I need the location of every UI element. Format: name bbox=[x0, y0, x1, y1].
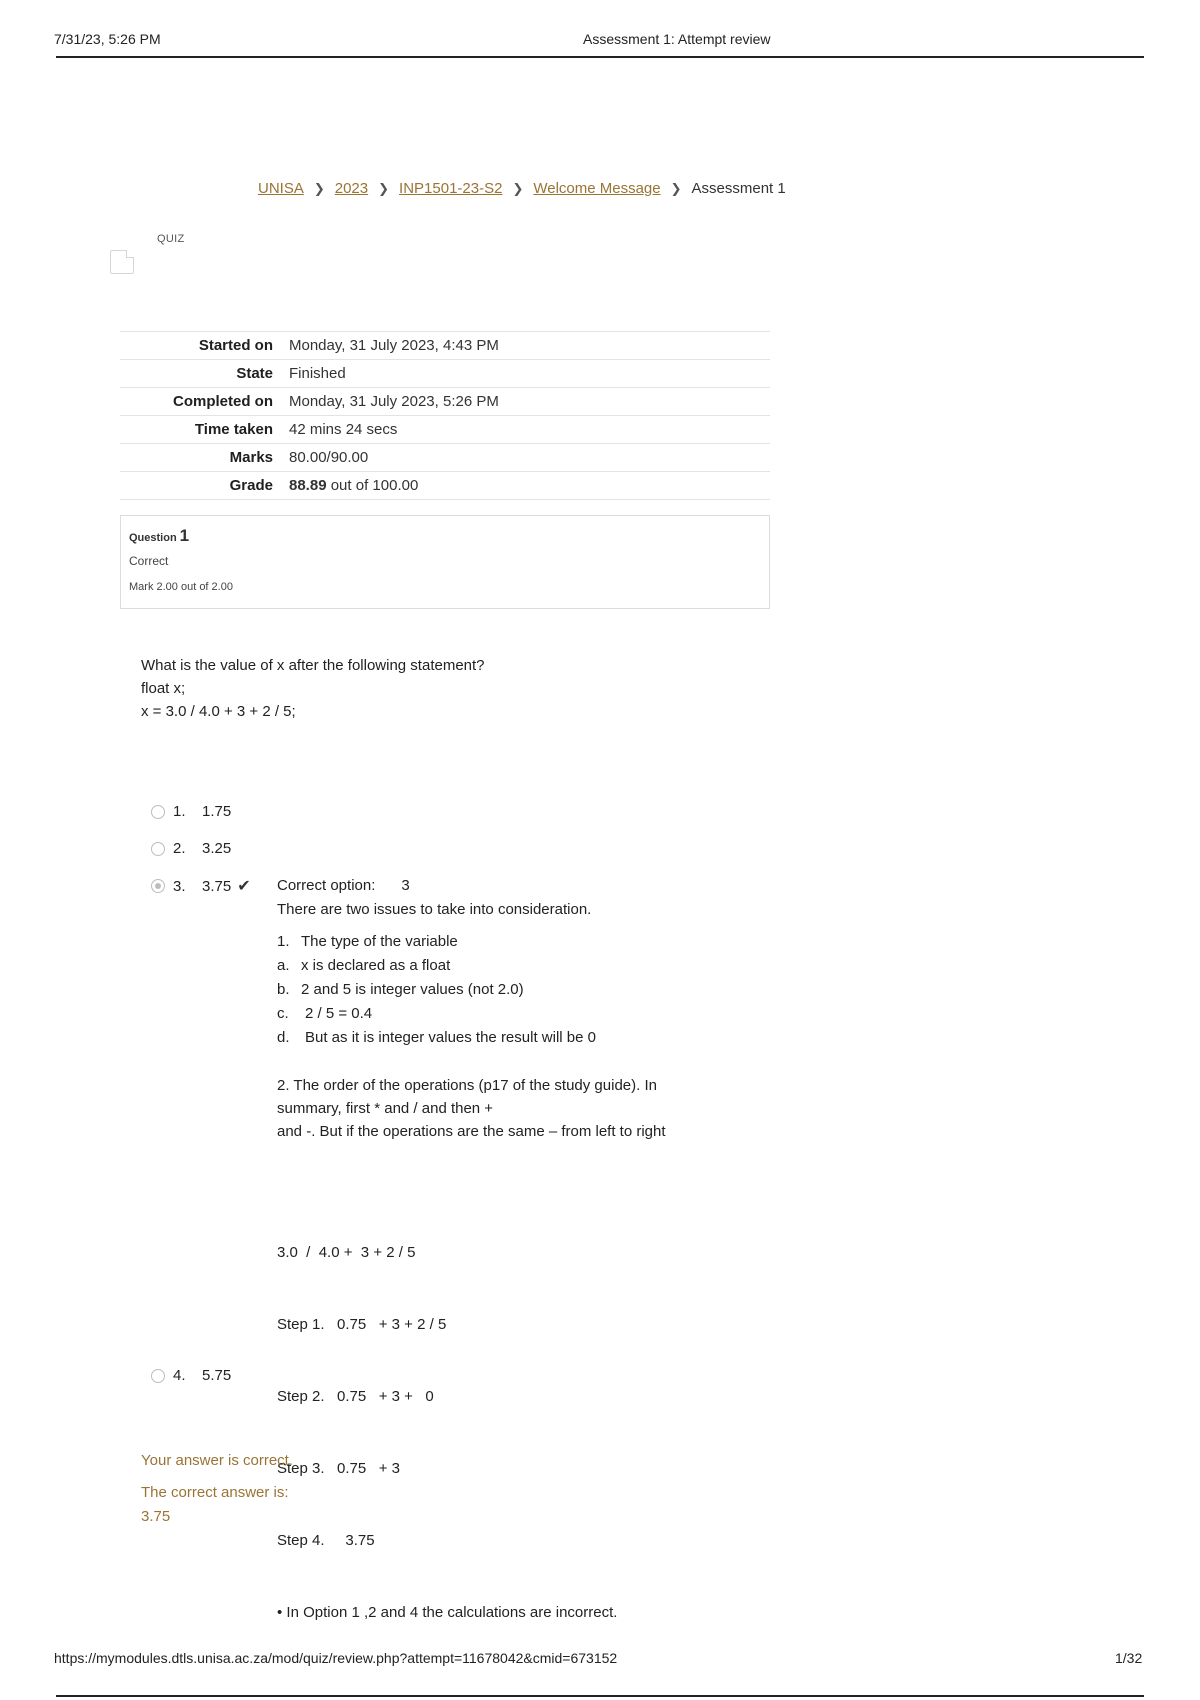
summary-value: Monday, 31 July 2023, 5:26 PM bbox=[289, 393, 499, 410]
footer-rule bbox=[56, 1695, 1144, 1697]
summary-value bbox=[289, 472, 770, 500]
chevron-right-icon: ❯ bbox=[313, 180, 325, 196]
breadcrumb-link-section[interactable]: Welcome Message bbox=[533, 180, 661, 197]
attempt-summary-table bbox=[120, 331, 770, 500]
header-rule bbox=[56, 56, 1144, 58]
question-info-box bbox=[120, 515, 770, 609]
summary-row-grade bbox=[120, 472, 770, 500]
answer-option-4[interactable]: 4. 5.75 bbox=[151, 1367, 231, 1384]
breadcrumb-link-unisa[interactable]: UNISA bbox=[258, 180, 304, 197]
grade-out-of: out of 100.00 bbox=[326, 477, 419, 494]
radio-button[interactable] bbox=[151, 842, 165, 856]
print-url: https://mymodules.dtls.unisa.ac.za/mod/quiz/review.php?attempt=11678042&cmid=673152 bbox=[54, 1650, 618, 1666]
feedback-subpoint: c. 2 / 5 = 0.4 bbox=[277, 1005, 373, 1022]
activity-type-label: QUIZ bbox=[157, 233, 185, 245]
question-mark: Mark 2.00 out of 2.00 bbox=[129, 581, 233, 593]
chevron-right-icon: ❯ bbox=[512, 180, 524, 196]
question-text: What is the value of x after the following statement? float x; x = 3.0 / 4.0 + 3 + 2 / 5; bbox=[141, 657, 485, 720]
grade-value: 88.89 bbox=[289, 477, 327, 494]
summary-value: 42 mins 24 secs bbox=[289, 421, 398, 438]
answer-option-2[interactable]: 2. 3.25 bbox=[151, 840, 231, 857]
correct-answer-value: 3.75 bbox=[141, 1508, 171, 1525]
checkmark-icon: ✔ bbox=[237, 878, 251, 895]
print-title: Assessment 1: Attempt review bbox=[583, 31, 771, 47]
summary-row-completed bbox=[120, 388, 770, 416]
feedback-subpoint: d. But as it is integer values the result will be 0 bbox=[277, 1029, 596, 1046]
breadcrumb bbox=[258, 180, 786, 197]
correct-option-line: Correct option: 3 bbox=[277, 877, 410, 894]
feedback-intro: There are two issues to take into consideration. bbox=[277, 901, 592, 918]
answer-option-1[interactable]: 1. 1.75 bbox=[151, 803, 231, 820]
chevron-right-icon: ❯ bbox=[378, 180, 390, 196]
print-date: 7/31/23, 5:26 PM bbox=[54, 31, 161, 47]
summary-row-started bbox=[120, 332, 770, 360]
summary-value: Monday, 31 July 2023, 4:43 PM bbox=[289, 337, 499, 354]
summary-value: 80.00/90.00 bbox=[289, 449, 369, 466]
chevron-right-icon: ❯ bbox=[670, 180, 682, 196]
quiz-icon bbox=[110, 250, 134, 274]
summary-label: State bbox=[236, 365, 273, 382]
radio-button[interactable] bbox=[151, 805, 165, 819]
question-state: Correct bbox=[129, 554, 169, 568]
feedback-subpoint: b. 2 and 5 is integer values (not 2.0) bbox=[277, 981, 524, 998]
summary-value: Finished bbox=[289, 365, 346, 382]
answer-result: Your answer is correct. bbox=[141, 1452, 294, 1469]
summary-label: Marks bbox=[229, 449, 273, 466]
feedback-point-2: 2. The order of the operations (p17 of the study guide). In summary, first * and / and then + and -. But if the operations are the same – from left to right bbox=[277, 1077, 666, 1140]
summary-row-time-taken bbox=[120, 416, 770, 444]
breadcrumb-link-year[interactable]: 2023 bbox=[334, 180, 369, 197]
summary-label: Completed on bbox=[173, 393, 273, 410]
summary-label: Started on bbox=[198, 337, 273, 354]
summary-label: Time taken bbox=[194, 421, 273, 438]
correct-answer-label: The correct answer is: bbox=[141, 1484, 289, 1501]
option-feedback bbox=[277, 874, 666, 1673]
question-number: Question 1 bbox=[129, 526, 190, 545]
breadcrumb-current: Assessment 1 bbox=[691, 180, 786, 197]
breadcrumb-link-course[interactable]: INP1501-23-S2 bbox=[399, 180, 503, 197]
summary-label: Grade bbox=[229, 477, 273, 494]
calculation-steps: 3.0 / 4.0 + 3 + 2 / 5 Step 1. 0.75 + 3 + 2 / 5 Step 2. 0.75 + 3 + 0 Step 3. 0.75 + 3 Step 4. 3.75 • In Option 1 ,2 and 4 the calculations are incorrect. bbox=[277, 1244, 618, 1621]
summary-row-marks bbox=[120, 444, 770, 472]
summary-row-state bbox=[120, 360, 770, 388]
radio-button-selected[interactable] bbox=[151, 879, 165, 893]
radio-button[interactable] bbox=[151, 1369, 165, 1383]
page-number: 1/32 bbox=[1115, 1650, 1143, 1666]
feedback-subpoint: a. x is declared as a float bbox=[277, 957, 451, 974]
feedback-point-1: 1. The type of the variable bbox=[277, 933, 458, 950]
answer-option-3[interactable]: 3. 3.75 ✔ bbox=[151, 876, 251, 896]
